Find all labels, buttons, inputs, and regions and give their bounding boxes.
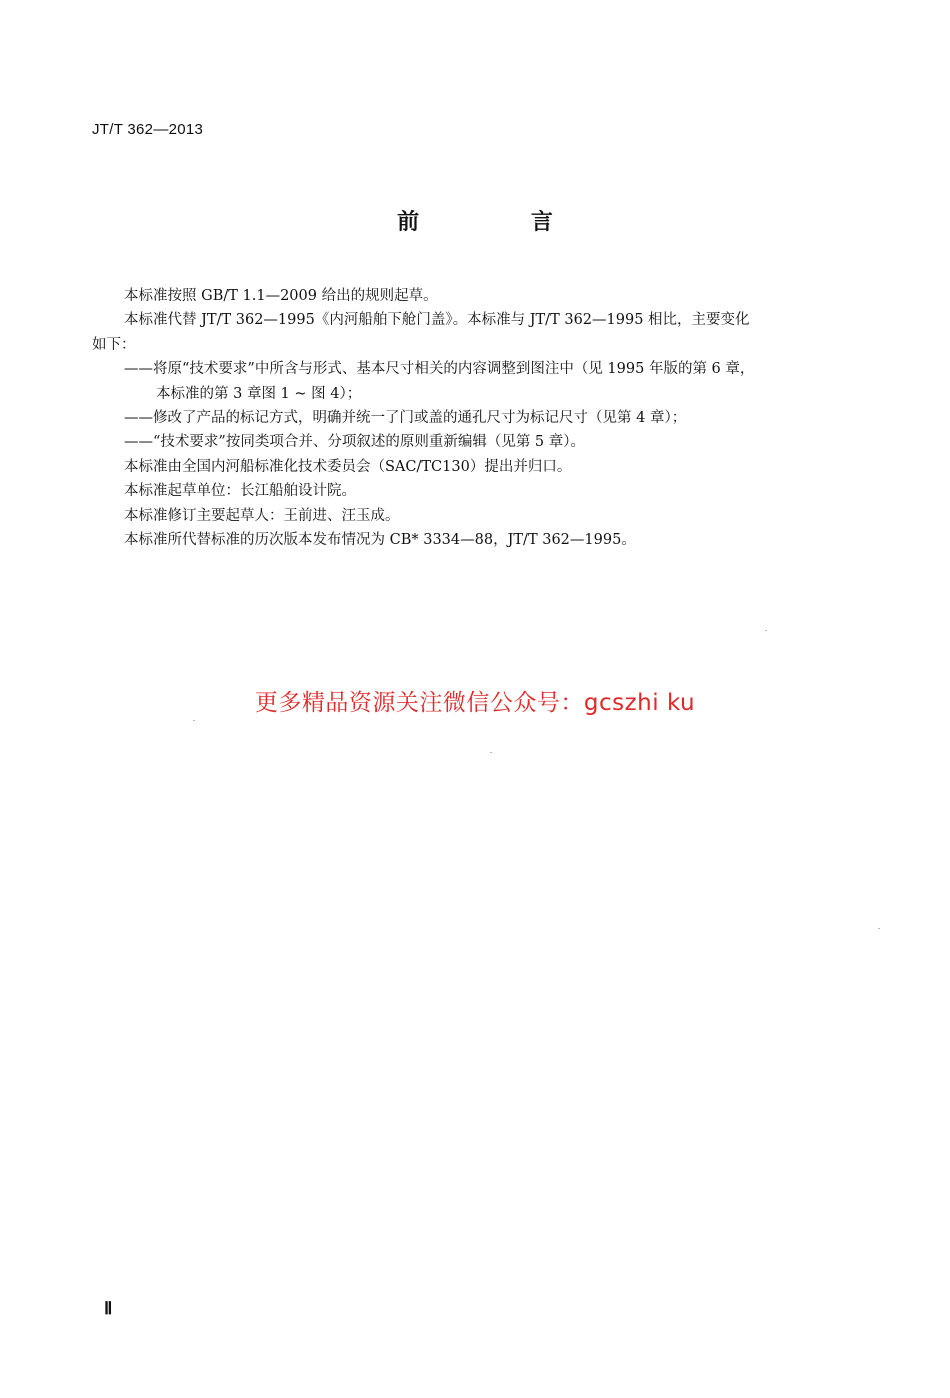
- paragraph-drafters: 本标准修订主要起草人：王前进、汪玉成。: [124, 507, 400, 524]
- foreword-body: [92, 284, 860, 552]
- watermark-text: 更多精品资源关注微信公众号：gcszhi ku: [254, 690, 696, 716]
- document-code: JT/T 362—2013: [92, 121, 204, 138]
- scan-speck: [193, 720, 195, 721]
- paragraph-drafting-unit: 本标准起草单位：长江船舶设计院。: [124, 483, 356, 500]
- paragraph-version-history: 本标准所代替标准的历次版本发布情况为 CB* 3334—88，JT/T 362—1995。: [124, 532, 636, 549]
- page-title: 前 言: [397, 210, 605, 235]
- change-item-2: ——修改了产品的标记方式，明确并统一了门或盖的通孔尺寸为标记尺寸（见第 4 章）；: [124, 410, 687, 427]
- paragraph-replacement-line1: 本标准代替 JT/T 362—1995《内河船舶下舱门盖》。本标准与 JT/T 362—1995 相比，主要变化: [124, 312, 750, 329]
- change-item-1-line2: 本标准的第 3 章图 1 ~ 图 4）；: [156, 385, 362, 402]
- scan-speck: [490, 752, 492, 753]
- page-number: Ⅱ: [104, 1299, 113, 1318]
- change-item-1-line1: ——将原“技术要求”中所含与形式、基本尺寸相关的内容调整到图注中（见 1995 年版的第 6 章，: [124, 361, 755, 378]
- paragraph-drafting-rules: 本标准按照 GB/T 1.1—2009 给出的规则起草。: [124, 288, 438, 304]
- paragraph-replacement-line2: 如下：: [92, 336, 136, 353]
- paragraph-proposer: 本标准由全国内河船标准化技术委员会（SAC/TC130）提出并归口。: [124, 458, 572, 475]
- scan-speck: [878, 928, 880, 929]
- scan-speck: [765, 630, 767, 631]
- change-item-3: ——“技术要求”按同类项合并、分项叙述的原则重新编辑（见第 5 章）。: [124, 434, 586, 451]
